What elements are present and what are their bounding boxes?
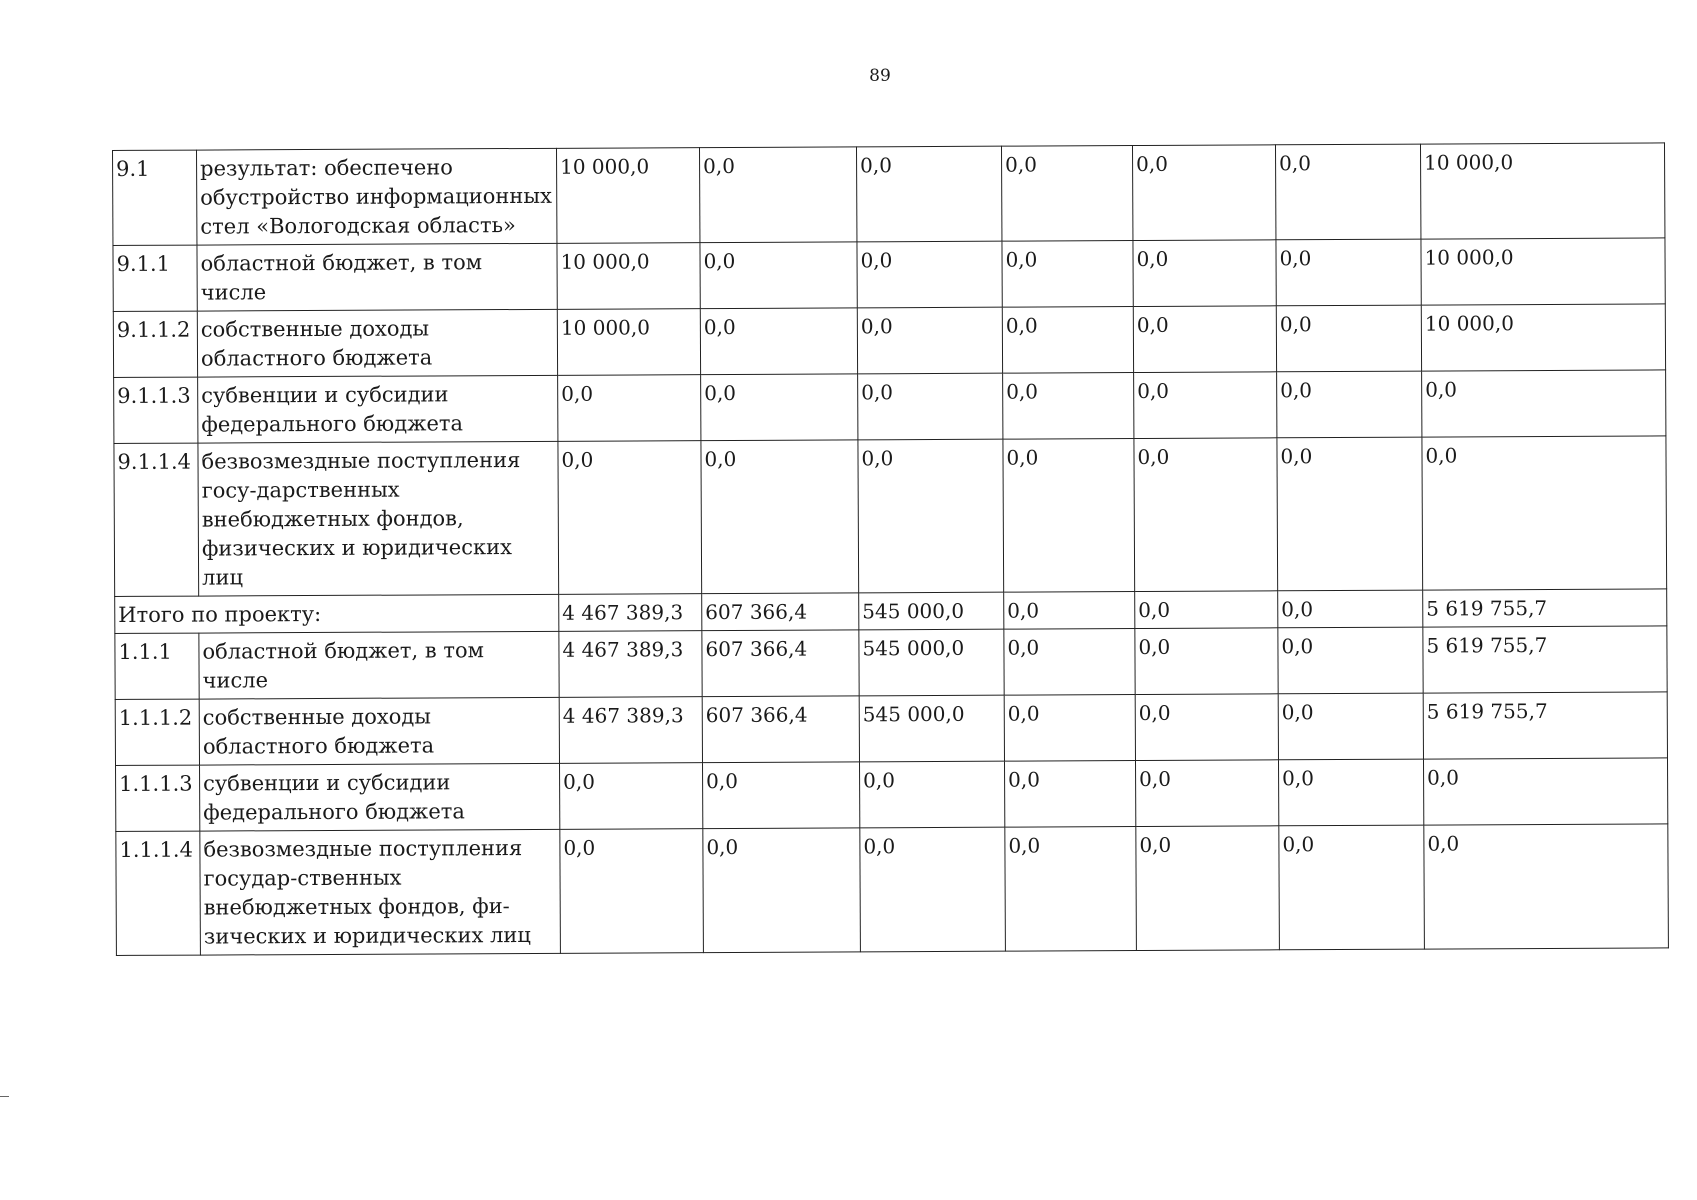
value-cell: 0,0 [1277, 437, 1423, 591]
value-cell: 0,0 [1422, 436, 1667, 590]
value-cell: 0,0 [1003, 373, 1134, 440]
value-cell: 0,0 [1134, 372, 1277, 439]
row-label: собственные доходы областного бюджета [199, 697, 559, 765]
value-cell: 0,0 [1133, 306, 1276, 373]
value-cell: 0,0 [1424, 824, 1669, 949]
value-cell: 545 000,0 [859, 695, 1004, 762]
value-cell: 10 000,0 [1420, 143, 1664, 239]
table-row [113, 304, 1665, 378]
value-cell: 10 000,0 [1421, 304, 1665, 371]
row-label: субвенции и субсидии федерального бюджета [198, 375, 558, 443]
value-cell: 0,0 [1004, 629, 1135, 696]
row-code: 1.1.1.4 [116, 831, 201, 955]
value-cell: 0,0 [1004, 695, 1135, 762]
total-label: Итого по проекту: [115, 594, 559, 633]
value-cell: 5 619 755,7 [1423, 692, 1667, 759]
row-code: 9.1.1.4 [114, 443, 199, 596]
value-cell: 0,0 [1279, 825, 1425, 950]
value-cell: 0,0 [1005, 827, 1137, 952]
value-cell: 607 366,4 [702, 630, 859, 697]
value-cell: 10 000,0 [556, 148, 699, 244]
table-row [114, 436, 1667, 597]
value-cell: 0,0 [1133, 240, 1276, 307]
value-cell: 0,0 [1423, 758, 1667, 825]
total-value-cell: 0,0 [1278, 590, 1423, 628]
value-cell: 10 000,0 [1421, 238, 1665, 305]
row-label: безвозмездные поступления государ-ственных внебюджетных фондов, фи-зических и юридических лиц [200, 829, 561, 955]
value-cell: 545 000,0 [859, 629, 1004, 696]
value-cell: 0,0 [1276, 305, 1421, 372]
value-cell: 5 619 755,7 [1423, 626, 1667, 693]
row-label: результат: обеспечено обустройство информационных стел «Вологодская область» [197, 148, 557, 245]
row-code: 1.1.1.3 [116, 765, 200, 831]
value-cell: 0,0 [1134, 438, 1278, 592]
total-value-cell: 4 467 389,3 [559, 594, 702, 632]
value-cell: 0,0 [857, 241, 1002, 308]
row-label: областной бюджет, в том числе [199, 631, 559, 699]
value-cell: 0,0 [1278, 627, 1423, 694]
value-cell: 10 000,0 [557, 309, 700, 376]
value-cell: 0,0 [1275, 144, 1420, 240]
value-cell: 0,0 [860, 827, 1006, 952]
table-row [113, 238, 1665, 312]
row-code: 9.1.1.3 [114, 377, 198, 443]
value-cell: 607 366,4 [702, 696, 859, 763]
table-row [114, 370, 1666, 444]
value-cell: 0,0 [1001, 146, 1132, 242]
value-cell: 0,0 [858, 373, 1003, 440]
total-value-cell: 0,0 [1004, 592, 1135, 630]
total-value-cell: 607 366,4 [702, 593, 859, 631]
value-cell: 0,0 [1422, 370, 1666, 437]
value-cell: 0,0 [1004, 761, 1135, 828]
value-cell: 0,0 [1136, 826, 1280, 951]
value-cell: 0,0 [1135, 628, 1278, 695]
budget-table [112, 142, 1669, 956]
value-cell: 0,0 [1132, 145, 1275, 241]
row-code: 9.1.1 [113, 245, 197, 311]
value-cell: 0,0 [1278, 759, 1423, 826]
row-label: областной бюджет, в том числе [197, 243, 557, 311]
value-cell: 0,0 [1276, 239, 1421, 306]
table-row [113, 143, 1665, 246]
table-row [116, 824, 1669, 956]
value-cell: 0,0 [703, 828, 861, 953]
value-cell: 0,0 [1002, 241, 1133, 308]
value-cell: 10 000,0 [557, 243, 700, 310]
value-cell: 0,0 [560, 763, 703, 830]
page-number: 89 [869, 66, 891, 86]
row-code: 9.1.1.2 [113, 311, 197, 377]
table-row [115, 626, 1667, 700]
value-cell: 0,0 [558, 441, 702, 595]
value-cell: 0,0 [1277, 371, 1422, 438]
total-value-cell: 0,0 [1135, 591, 1278, 629]
value-cell: 0,0 [703, 762, 860, 829]
value-cell: 0,0 [701, 440, 859, 594]
value-cell: 0,0 [856, 146, 1001, 242]
value-cell: 0,0 [700, 308, 857, 375]
row-label: безвозмездные поступления госу-дарственных внебюджетных фондов, физических и юридических лиц [198, 441, 559, 596]
row-label: субвенции и субсидии федерального бюджета [200, 763, 560, 831]
value-cell: 0,0 [858, 439, 1004, 593]
value-cell: 4 467 389,3 [559, 697, 702, 764]
value-cell: 0,0 [558, 375, 701, 442]
value-cell: 0,0 [1002, 307, 1133, 374]
value-cell: 0,0 [1135, 694, 1278, 761]
row-code: 1.1.1.2 [115, 699, 199, 765]
scan-mark [0, 1096, 9, 1097]
value-cell: 0,0 [699, 147, 856, 243]
total-value-cell: 545 000,0 [859, 592, 1004, 630]
value-cell: 0,0 [1135, 760, 1278, 827]
value-cell: 0,0 [701, 374, 858, 441]
budget-table-body [113, 143, 1669, 956]
row-code: 9.1 [113, 150, 197, 245]
row-code: 1.1.1 [115, 633, 199, 699]
total-value-cell: 5 619 755,7 [1423, 589, 1667, 627]
value-cell: 0,0 [1278, 693, 1423, 760]
value-cell: 0,0 [560, 829, 704, 954]
row-label: собственные доходы областного бюджета [197, 309, 557, 377]
value-cell: 0,0 [859, 761, 1004, 828]
value-cell: 0,0 [857, 307, 1002, 374]
value-cell: 0,0 [700, 242, 857, 309]
value-cell: 4 467 389,3 [559, 631, 702, 698]
table-row [115, 692, 1667, 766]
value-cell: 0,0 [1003, 439, 1135, 593]
table-row [116, 758, 1668, 832]
